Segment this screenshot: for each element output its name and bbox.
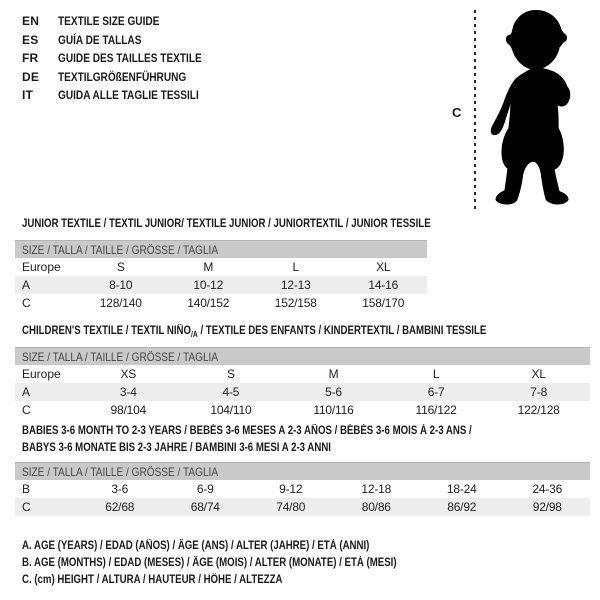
table-row-europe [15, 258, 427, 276]
table-row-height [15, 498, 590, 516]
junior-size-table [15, 240, 427, 312]
language-title: GUIDA ALLE TAGLIE TESSILI [58, 88, 199, 103]
title-line [22, 423, 557, 440]
table-cell: XL [531, 367, 546, 381]
size-header-bar [15, 240, 427, 258]
table-cell: S [226, 367, 235, 381]
language-code: IT [22, 88, 34, 103]
language-code: ES [22, 32, 39, 47]
size-header-bar [15, 347, 590, 365]
babies-size-table [15, 462, 590, 516]
language-code: EN [22, 14, 40, 29]
height-measure-dotted-line [474, 10, 476, 210]
section-title-text: BABYS 3-6 MONATE BIS 2-3 JAHRE / BAMBINI 3-6 MESI A 2-3 ANNI [22, 442, 331, 454]
size-header-bar [15, 462, 590, 480]
table-cell: 14-16 [368, 278, 399, 292]
table-cell: 62/68 [105, 500, 135, 514]
footnote-b [22, 555, 468, 572]
language-row-de [22, 68, 229, 87]
table-cell: 9-12 [279, 482, 303, 496]
size-header-text: SIZE / TALLA / TAILLE / GRÖSSE / TAGLIA [22, 349, 219, 364]
table-cell: 6-9 [196, 482, 214, 496]
language-title: TEXTILE SIZE GUIDE [58, 14, 160, 29]
row-label: C [22, 500, 31, 514]
row-label: C [22, 296, 31, 310]
section-title-text: JUNIOR TEXTILE / TEXTIL JUNIOR/ TEXTILE JUNIOR / JUNIORTEXTIL / JUNIOR TESSILE [22, 218, 431, 230]
table-row-age [15, 383, 590, 401]
row-label: C [22, 403, 31, 417]
table-cell: 116/122 [415, 403, 457, 417]
section-title-junior [22, 216, 508, 233]
table-cell: 92/98 [532, 500, 562, 514]
table-cell: 86/92 [447, 500, 477, 514]
table-cell: 68/74 [190, 500, 220, 514]
row-label: Europe [22, 367, 61, 381]
language-code: FR [22, 51, 39, 66]
children-size-table [15, 347, 590, 419]
table-cell: 12-13 [280, 278, 311, 292]
footnote-text: B. AGE (MONTHS) / EDAD (MESES) / ÂGE (MOIS) / ALTER (MONATE) / ETÀ (MESI) [22, 557, 397, 569]
table-cell: 158/170 [362, 296, 405, 310]
footnote-a [22, 538, 468, 555]
table-row-europe [15, 365, 590, 383]
language-title: GUIDE DES TAILLES TEXTILE [58, 51, 202, 66]
table-cell: 74/80 [276, 500, 306, 514]
table-cell: 98/104 [110, 403, 147, 417]
title-subscript: /A [191, 329, 198, 339]
language-legend [22, 12, 229, 105]
table-cell: 6-7 [427, 385, 445, 399]
table-cell: S [116, 260, 125, 274]
table-cell: 4-5 [222, 385, 240, 399]
title-part: / TEXTILE DES ENFANTS / KINDERTEXTIL / BAMBINI TESSILE [197, 325, 487, 337]
table-cell: XS [120, 367, 137, 381]
section-title-text: BABIES 3-6 MONTH TO 2-3 YEARS / BEBÉS 3-6 MESES A 2-3 AÑOS / BÉBÉS 3-6 MOIS À 2-3 ANS / [22, 425, 472, 437]
row-label: A [22, 278, 31, 292]
section-title-children [22, 323, 575, 340]
table-cell: 18-24 [446, 482, 477, 496]
section-title-text [22, 323, 486, 340]
language-code: DE [22, 69, 40, 84]
title-part: CHILDREN'S TEXTILE / TEXTIL NIÑO [22, 325, 192, 337]
table-row-height [15, 401, 590, 419]
table-cell: 10-12 [193, 278, 224, 292]
language-row-es [22, 31, 229, 50]
table-cell: 110/116 [313, 403, 354, 417]
table-cell: 3-4 [119, 385, 137, 399]
footnote-text: A. AGE (YEARS) / EDAD (AÑOS) / ÂGE (ANS) / ALTER (JAHRE) / ETÀ (ANNI) [22, 540, 370, 552]
footnote-text: C. (cm) HEIGHT / ALTURA / HAUTEUR / HÖHE / ALTEZZA [22, 574, 283, 586]
table-cell: 24-36 [532, 482, 563, 496]
section-title-babies [22, 423, 557, 457]
table-cell: L [292, 260, 299, 274]
table-cell: 122/128 [517, 403, 560, 417]
title-line [22, 440, 557, 457]
row-label: B [22, 482, 31, 496]
table-cell: 12-18 [361, 482, 392, 496]
table-cell: 7-8 [530, 385, 548, 399]
language-title: GUÍA DE TALLAS [58, 32, 142, 47]
table-cell: 128/140 [99, 296, 142, 310]
table-cell: M [328, 367, 339, 381]
size-header-text: SIZE / TALLA / TAILLE / GRÖSSE / TAGLIA [22, 464, 219, 479]
language-row-en [22, 12, 229, 31]
table-cell: 140/152 [187, 296, 230, 310]
language-row-fr [22, 49, 229, 68]
table-row-age [15, 276, 427, 294]
footnote-c [22, 572, 468, 589]
table-cell: 8-10 [109, 278, 133, 292]
table-cell: 5-6 [325, 385, 342, 399]
table-cell: 104/110 [210, 403, 252, 417]
toddler-silhouette-icon [478, 6, 590, 208]
row-label: A [22, 385, 31, 399]
table-cell: XL [376, 260, 391, 274]
table-cell: 3-6 [111, 482, 129, 496]
table-cell: M [203, 260, 214, 274]
size-header-text: SIZE / TALLA / TAILLE / GRÖSSE / TAGLIA [22, 242, 219, 257]
table-row-height [15, 294, 427, 312]
height-measure-label: C [452, 105, 462, 120]
footnotes [22, 538, 468, 589]
table-cell: 80/86 [361, 500, 391, 514]
language-title: TEXTILGRÖßENFÜHRUNG [58, 69, 187, 84]
language-row-it [22, 86, 229, 105]
table-cell: 152/158 [274, 296, 317, 310]
table-row-months [15, 480, 590, 498]
table-cell: L [432, 367, 440, 381]
row-label: Europe [22, 260, 61, 274]
